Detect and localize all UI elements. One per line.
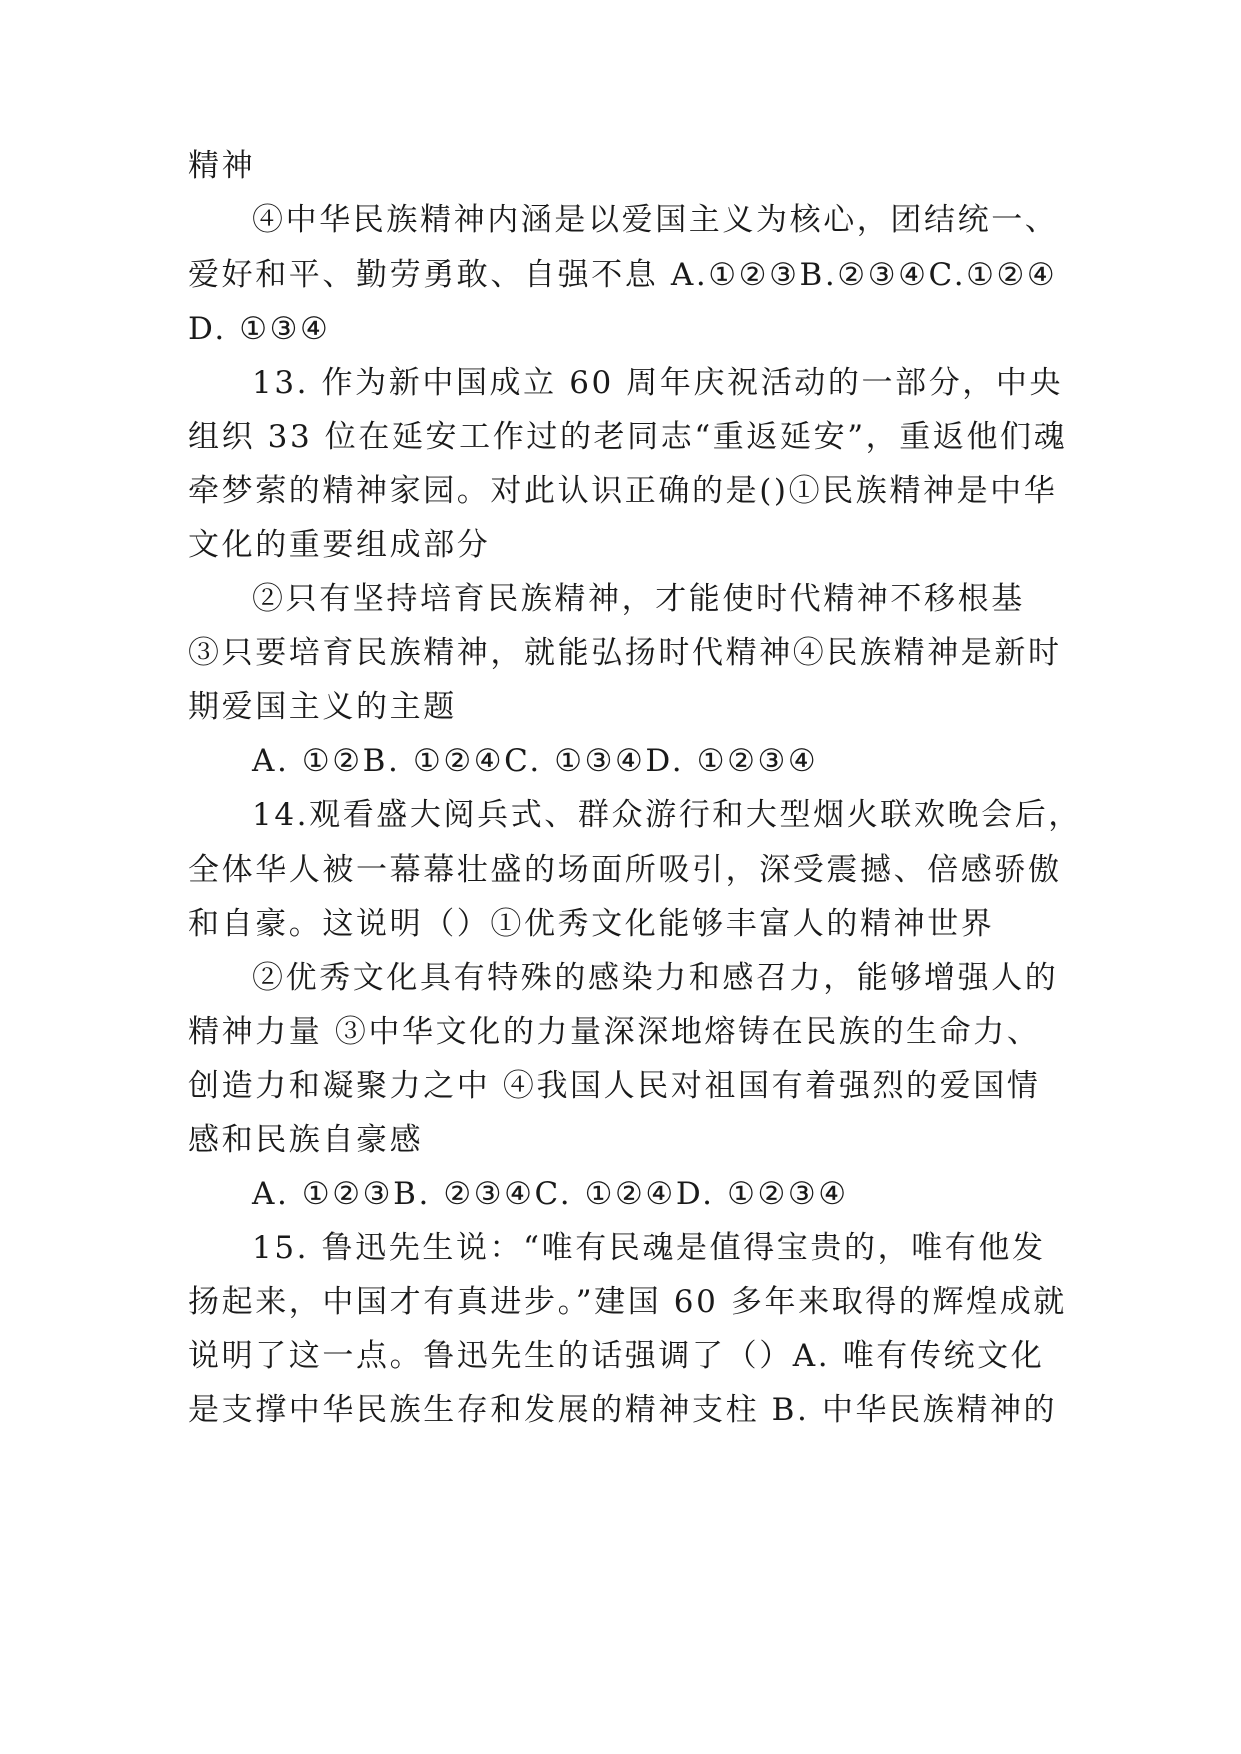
text-line: ②优秀文化具有特殊的感染力和感召力，能够增强人的 (252, 960, 1059, 996)
text-line: 感和民族自豪感 (188, 1122, 424, 1158)
answer-options-13: A. ①②B. ①②④C. ①③④D. ①②③④ (252, 743, 819, 779)
text-line: 精神 (188, 148, 256, 184)
text-line: 扬起来，中国才有真进步。”建国 60 多年来取得的辉煌成就 (188, 1284, 1067, 1320)
text-line: 创造力和凝聚力之中 ④我国人民对祖国有着强烈的爱国情 (188, 1068, 1041, 1104)
text-line: 组织 33 位在延安工作过的老同志“重返延安”，重返他们魂 (188, 419, 1068, 455)
text-line: 爱好和平、勤劳勇敢、自强不息 A.①②③B.②③④C.①②④ (188, 257, 1058, 293)
text-line: 精神力量 ③中华文化的力量深深地熔铸在民族的生命力、 (188, 1014, 1041, 1050)
text-line: 说明了这一点。鲁迅先生的话强调了（）A. 唯有传统文化 (188, 1338, 1045, 1374)
text-line: 和自豪。这说明（）①优秀文化能够丰富人的精神世界 (188, 906, 995, 942)
text-line: ③只要培育民族精神，就能弘扬时代精神④民族精神是新时 (188, 635, 1062, 671)
text-line: 全体华人被一幕幕壮盛的场面所吸引，深受震撼、倍感骄傲 (188, 852, 1062, 888)
text-line: 期爱国主义的主题 (188, 689, 457, 725)
text-line: D. ①③④ (188, 311, 331, 347)
text-line: 文化的重要组成部分 (188, 527, 491, 563)
question-13-line: 13. 作为新中国成立 60 周年庆祝活动的一部分，中央 (252, 365, 1064, 401)
answer-options-14: A. ①②③B. ②③④C. ①②④D. ①②③④ (252, 1176, 849, 1212)
text-line: ④中华民族精神内涵是以爱国主义为核心，团结统一、 (252, 202, 1059, 238)
text-line: 牵梦萦的精神家园。对此认识正确的是()①民族精神是中华 (188, 473, 1058, 509)
question-14-line: 14.观看盛大阅兵式、群众游行和大型烟火联欢晚会后， (252, 797, 1082, 833)
text-line: ②只有坚持培育民族精神，才能使时代精神不移根基 (252, 581, 1025, 617)
question-15-line: 15. 鲁迅先生说：“唯有民魂是值得宝贵的，唯有他发 (252, 1230, 1046, 1266)
text-line: 是支撑中华民族生存和发展的精神支柱 B. 中华民族精神的 (188, 1392, 1058, 1428)
